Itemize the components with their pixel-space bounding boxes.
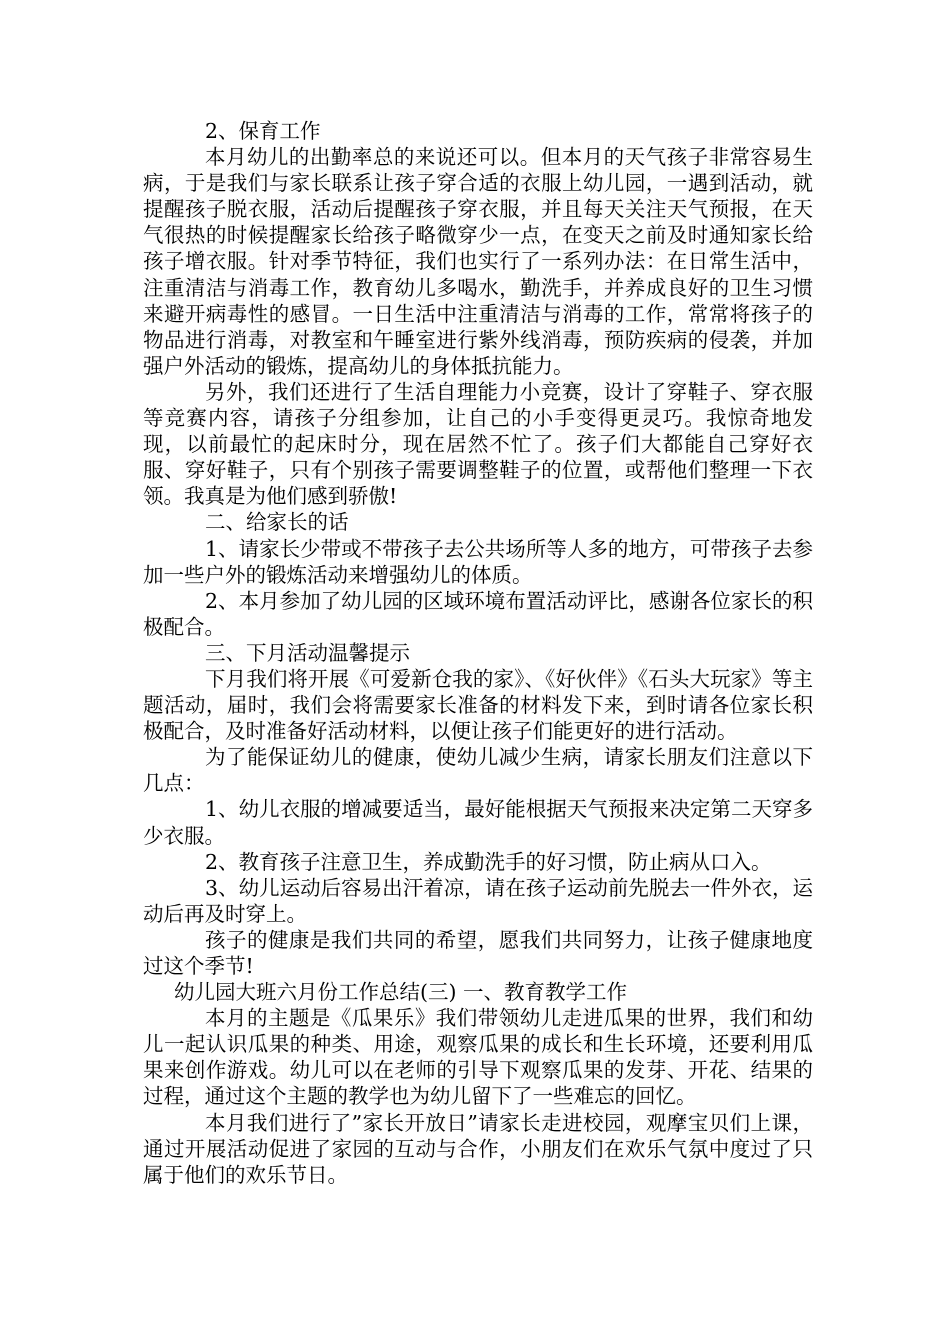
paragraph-health-2: 2、教育孩子注意卫生，养成勤洗手的好习惯，防止病从口入。 bbox=[205, 849, 772, 874]
section-heading-next-month: 三、下月活动温馨提示 bbox=[205, 640, 410, 665]
paragraph-self-care-contest: 另外，我们还进行了生活自理能力小竞赛，设计了穿鞋子、穿衣服等竞赛内容，请孩子分组参加，让自己的小手变得更灵巧。我惊奇地发现，以前最忙的起床时分，现在居然不忙了。孩子们大都能自己穿好衣服、穿好鞋子，只有个别孩子需要调整鞋子的位置，或帮他们整理一下衣领。我真是为他们感到骄傲! bbox=[143, 379, 813, 509]
paragraph-attendance: 本月幼儿的出勤率总的来说还可以。但本月的天气孩子非常容易生病，于是我们与家长联系让孩子穿合适的衣服上幼儿园，一遇到活动，就提醒孩子脱衣服，活动后提醒孩子穿衣服，并且每天关注天气预报，在天气很热的时候提醒家长给孩子略微穿少一点，在变天之前及时通知家长给孩子增衣服。针对季节特征，我们也实行了一系列办法：在日常生活中，注重清洁与消毒工作，教育幼儿多喝水，勤洗手，并养成良好的卫生习惯来避开病毒性的感冒。一日生活中注重清洁与消毒的工作，常常将孩子的物品进行消毒，对教室和午睡室进行紫外线消毒，预防疾病的侵袭，并加强户外活动的锻炼，提高幼儿的身体抵抗能力。 bbox=[143, 145, 813, 378]
paragraph-health-3: 3、幼儿运动后容易出汗着凉，请在孩子运动前先脱去一件外衣，运动后再及时穿上。 bbox=[143, 875, 813, 926]
paragraph-parents-2: 2、本月参加了幼儿园的区域环境布置活动评比，感谢各位家长的积极配合。 bbox=[143, 588, 813, 639]
paragraph-health-intro: 为了能保证幼儿的健康，使幼儿减少生病，请家长朋友们注意以下几点： bbox=[143, 745, 813, 796]
paragraph-parents-1: 1、请家长少带或不带孩子去公共场所等人多的地方，可带孩子去参加一些户外的锻炼活动来增强幼儿的体质。 bbox=[143, 536, 813, 587]
paragraph-theme-melons: 本月的主题是《瓜果乐》我们带领幼儿走进瓜果的世界，我们和幼儿一起认识瓜果的种类、用途，观察瓜果的成长和生长环境，还要利用瓜果来创作游戏。幼儿可以在老师的引导下观察瓜果的发芽、开花、结果的过程，通过这个主题的教学也为幼儿留下了一些难忘的回忆。 bbox=[143, 1006, 813, 1109]
section-heading-childcare: 2、保育工作 bbox=[205, 119, 321, 143]
paragraph-open-day: 本月我们进行了”家长开放日”请家长走进校园，观摩宝贝们上课，通过开展活动促进了家园的互动与合作，小朋友们在欢乐气氛中度过了只属于他们的欢乐节日。 bbox=[143, 1110, 813, 1187]
document-page bbox=[143, 118, 813, 1188]
paragraph-health-1: 1、幼儿衣服的增减要适当，最好能根据天气预报来决定第二天穿多少衣服。 bbox=[143, 797, 813, 848]
paragraph-next-month-themes: 下月我们将开展《可爱新仓我的家》、《好伙伴》《石头大玩家》等主题活动，届时，我们会将需要家长准备的材料发下来，到时请各位家长积极配合，及时准备好活动材料，以便让孩子们能更好的进行活动。 bbox=[143, 666, 813, 744]
section-heading-summary-three: 幼儿园大班六月份工作总结(三) 一、教育教学工作 bbox=[174, 980, 628, 1005]
paragraph-health-closing: 孩子的健康是我们共同的希望，愿我们共同努力，让孩子健康地度过这个季节! bbox=[143, 927, 813, 978]
section-heading-parents: 二、给家长的话 bbox=[205, 510, 349, 535]
